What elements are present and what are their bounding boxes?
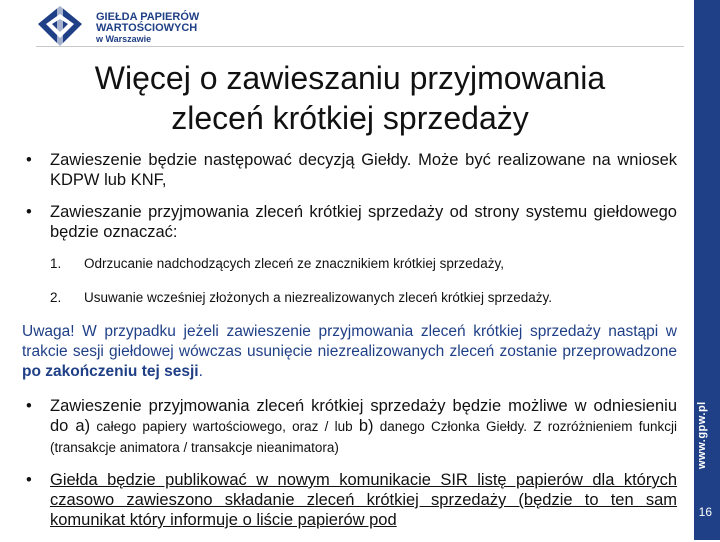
item-number: 1. [50,256,62,271]
logo-mark-icon [36,4,86,48]
bullet-text: Giełda będzie publikować w nowym komunikacie SIR listę papierów dla których czasowo zawieszono składanie zleceń krótkiej sprzedaży (będzie to ten sam komunikat który informuje o liście papierów pod [50,471,677,529]
logo-line-3: w Warszawie [96,34,152,44]
item-number: 2. [50,290,62,305]
bullet-icon: • [26,203,32,221]
bullet-text-main: b) [358,417,374,435]
bullet-text: Zawieszanie przyjmowania zleceń krótkiej sprzedaży od strony systemu giełdowego będzie oznaczać: [50,203,677,241]
logo-line-1: GIEŁDA PAPIERÓW [96,11,200,23]
numbered-item [22,288,677,308]
page-number: 16 [698,505,712,519]
brand-sidebar [694,0,720,540]
logo-text [96,12,199,45]
bullet-text: Zawieszenie będzie następować decyzją Giełdy. Może być realizowane na wniosek KDPW lub KNF, [50,151,677,189]
bullet-text-small: danego Członka Giełdy. Z rozróżnieniem funkcji (transakcje animatora / transakcje nieanimatora) [50,419,678,455]
bullet-text-small: całego papiery wartościowego, oraz / lub [90,419,359,434]
title-line-2: zleceń krótkiej sprzedaży [171,100,529,136]
bullet-icon: • [26,397,32,415]
gpw-logo [36,4,236,48]
bullet-item [22,202,677,242]
title-line-1: Więcej o zawieszaniu przyjmowania [94,60,606,96]
bullet-item [22,150,677,190]
bullet-item [22,396,677,458]
bullet-item [22,470,677,530]
bullet-text-main: Zawieszenie przyjmowania zleceń krótkiej sprzedaży będzie możliwe w odniesieniu do a) [50,397,677,435]
item-text: Usuwanie wcześniej złożonych a niezrealizowanych zleceń krótkiej sprzedaży. [84,290,552,305]
logo-line-2: WARTOŚCIOWYCH [96,22,198,34]
warning-lead: Uwaga! W przypadku jeżeli zawieszenie przyjmowania zleceń krótkiej sprzedaży nastąpi w trakcie sesji giełdowej wówczas usunięcie niezrealizowanych zleceń zostanie przeprowadzone [22,323,677,360]
header-divider [36,46,684,47]
warning-emphasis: po zakończeniu tej sesji [22,363,199,380]
item-text: Odrzucanie nadchodzących zleceń ze znacznikiem krótkiej sprzedaży, [84,256,504,271]
bullet-icon: • [26,471,32,489]
slide-content [22,150,677,542]
numbered-item [22,254,677,274]
slide-title [20,58,680,138]
website-url: www.gpw.pl [696,401,708,469]
warning-note [22,322,677,382]
bullet-icon: • [26,151,32,169]
warning-end: . [198,363,203,380]
